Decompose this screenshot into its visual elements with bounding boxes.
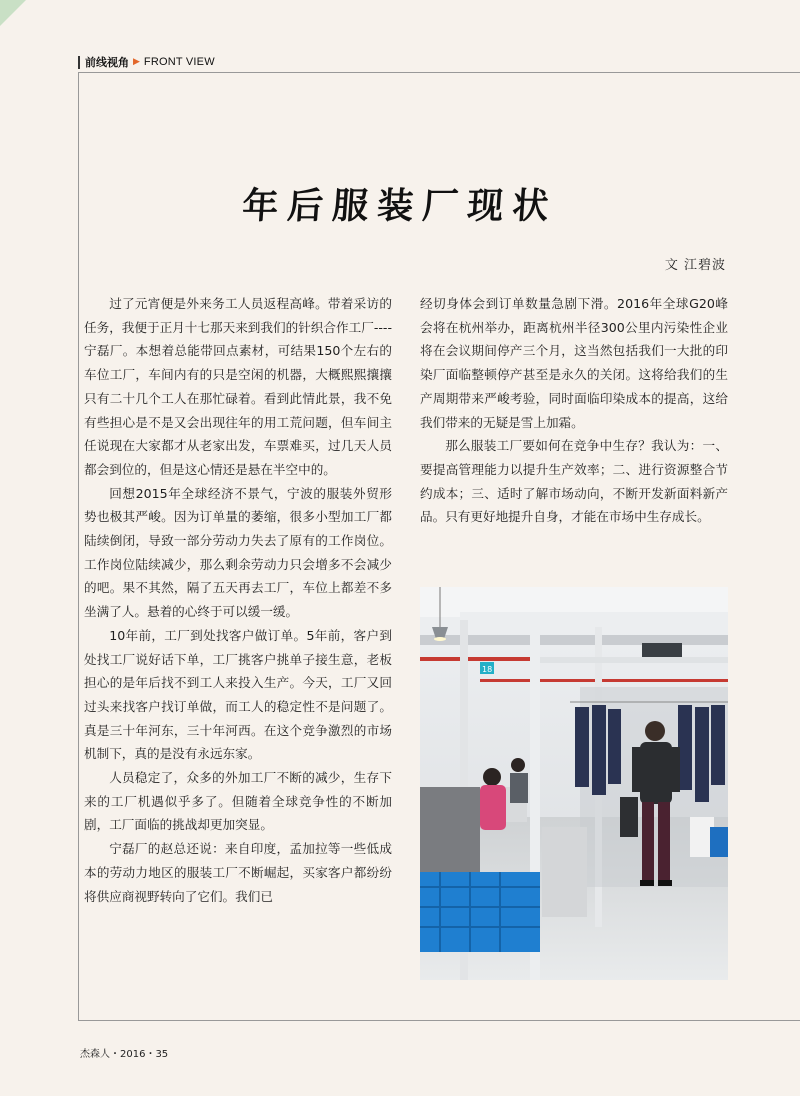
paragraph: 回想2015年全球经济不景气，宁波的服装外贸形势也极其严峻。因为订单量的萎缩，很多小型加工厂都陆续倒闭，导致一部分劳动力失去了原有的工作岗位。工作岗位陆续减少，那么剩余劳动力只会增多不会减少的吧。果不其然，隔了五天再去工厂，车位上都差不多坐满了人。悬着的心终于可以缓一缓。 bbox=[84, 485, 392, 620]
play-arrow-icon: ▶ bbox=[133, 57, 140, 67]
article-column-left bbox=[84, 292, 392, 908]
corner-decoration bbox=[0, 0, 26, 26]
header-bar bbox=[78, 56, 80, 69]
article-column-right bbox=[420, 292, 728, 529]
paragraph: 10年前，工厂到处找客户做订单。5年前，客户到处找工厂说好话下单，工厂挑客户挑单子接生意，老板担心的是年后找不到工人来投入生产。今天，工厂又回过头来找客户找订单做，而工人的稳定性不是问题了。真是三十年河东，三十年河西。在这个竞争激烈的市场机制下，真的是没有永远东家。 bbox=[84, 627, 392, 762]
article-author: 文 江碧波 bbox=[664, 258, 726, 273]
page-footer: 杰森人・2016・35 bbox=[80, 1049, 169, 1060]
frame-top-rule bbox=[78, 72, 800, 73]
paragraph: 人员稳定了，众多的外加工厂不断的减少，生存下来的工厂机遇似乎多了。但随着全球竞争性的不断加剧，工厂面临的挑战却更加突显。 bbox=[84, 770, 392, 833]
paragraph: 经切身体会到订单数量急剧下滑。2016年全球G20峰会将在杭州举办，距离杭州半径300公里内污染性企业将在会议期间停产三个月，这当然包括我们一大批的印染厂面临整顿停产甚至是永久的关闭。这将给我们的生产周期带来严峻考验，同时面临印染成本的提高，这给我们带来的无疑是雪上加霜。 bbox=[420, 296, 728, 430]
paragraph: 那么服装工厂要如何在竞争中生存？我认为：一、要提高管理能力以提升生产效率；二、进行资源整合节约成本；三、适时了解市场动向，不断开发新面料新产品。只有更好地提升自身，才能在市场中生存成长。 bbox=[420, 438, 728, 525]
paragraph: 过了元宵便是外来务工人员返程高峰。带着采访的任务，我便于正月十七那天来到我们的针织合作工厂----宁磊厂。本想着总能带回点素材，可结果150个左右的车位工厂，车间内有的只是空闲的机器，大概熙熙攘攘只有二十几个工人在那忙碌着。看到此情此景，我不免有些担心是不是又会出现往年的用工荒问题，但车间主任说现在大家都才从老家出发，车票难买，过几天人员都会到位的，但是这心情还是悬在半空中的。 bbox=[84, 296, 392, 477]
factory-photo bbox=[420, 587, 728, 980]
section-title-cn: 前线视角 bbox=[85, 56, 129, 69]
factory-floor-image bbox=[420, 587, 728, 980]
article-title: 年后服装厂现状 bbox=[240, 185, 559, 227]
workstation-number: 18 bbox=[482, 665, 493, 674]
frame-bottom-rule bbox=[78, 1020, 800, 1021]
section-header bbox=[78, 54, 215, 70]
section-title-en: FRONT VIEW bbox=[143, 56, 215, 68]
paragraph: 宁磊厂的赵总还说：来自印度，孟加拉等一些低成本的劳动力地区的服装工厂不断崛起，买家客户都纷纷将供应商视野转向了它们。我们已 bbox=[84, 841, 392, 904]
